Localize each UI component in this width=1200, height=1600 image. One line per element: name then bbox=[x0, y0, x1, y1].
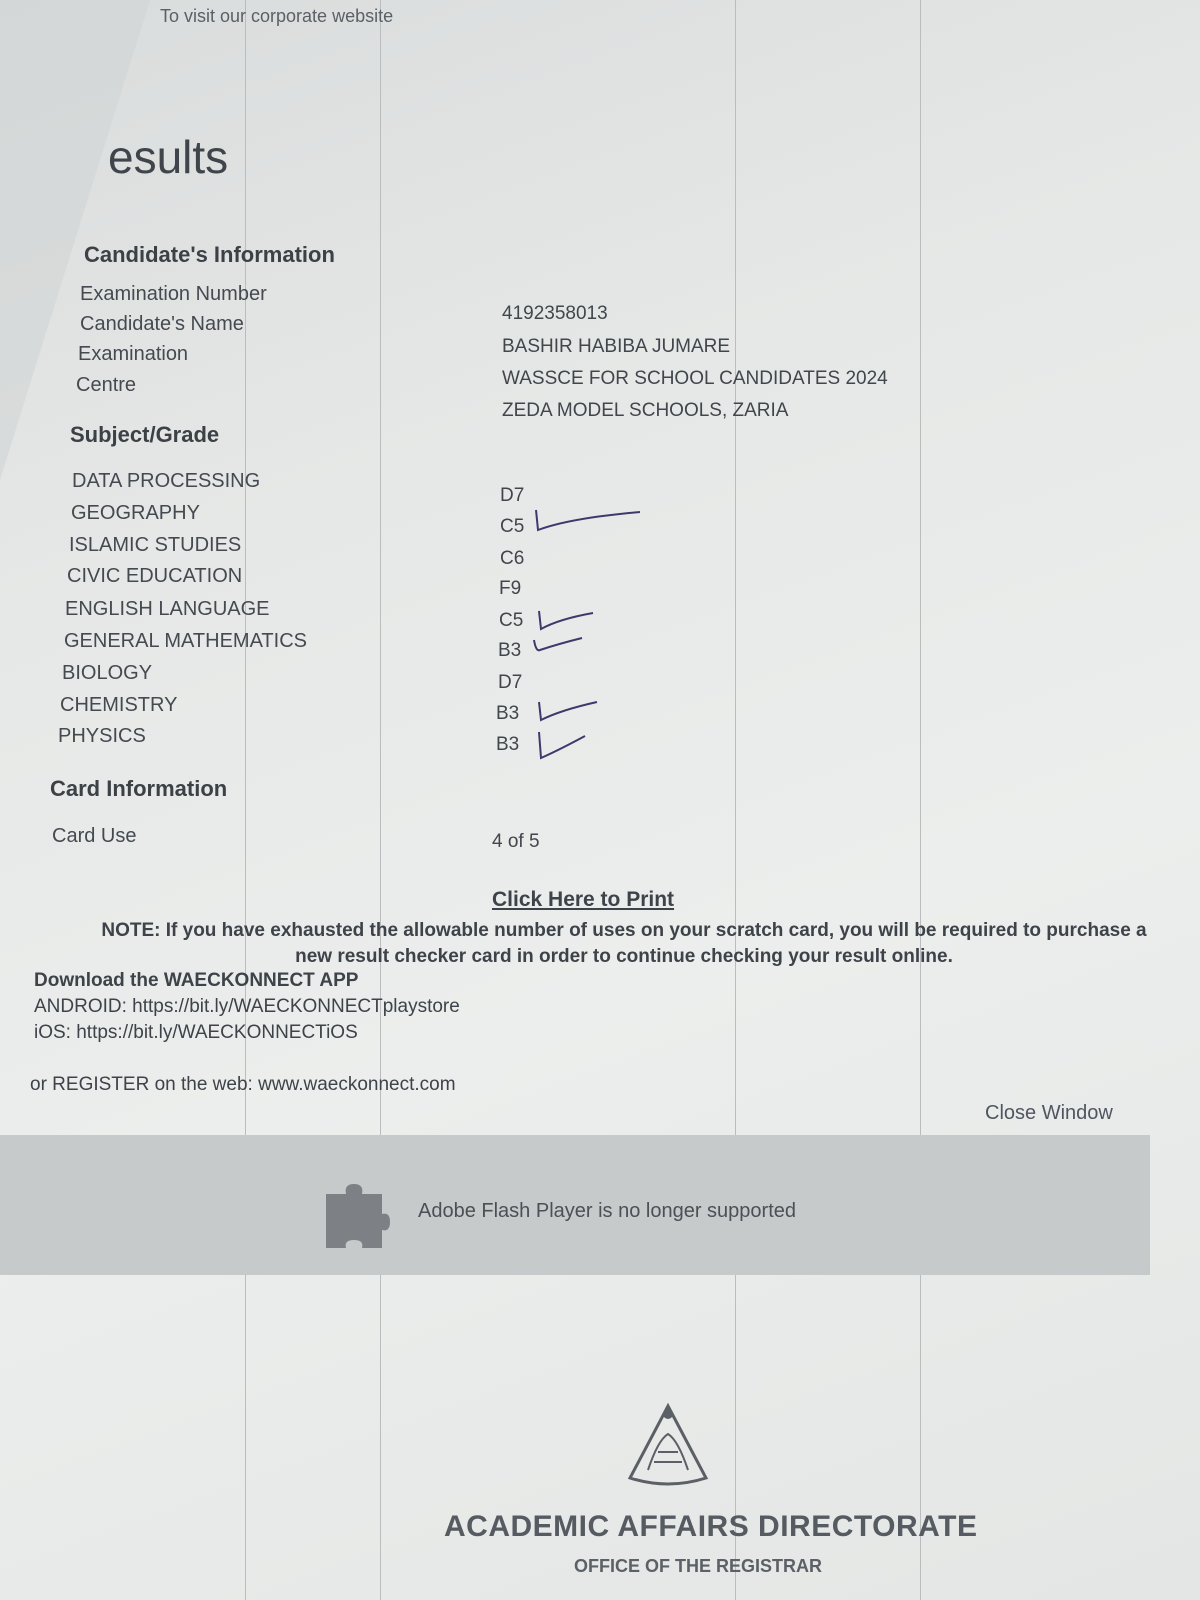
subject-name: PHYSICS bbox=[58, 725, 146, 747]
candidate-info-heading: Candidate's Information bbox=[84, 242, 335, 267]
card-info-heading: Card Information bbox=[50, 776, 228, 801]
subject-name: GEOGRAPHY bbox=[71, 502, 200, 524]
close-window-link[interactable]: Close Window bbox=[985, 1102, 1113, 1124]
print-link[interactable]: Click Here to Print bbox=[492, 888, 675, 911]
directorate-title: ACADEMIC AFFAIRS DIRECTORATE bbox=[444, 1510, 978, 1543]
examination-label: Examination bbox=[78, 343, 189, 365]
corporate-website-link[interactable]: To visit our corporate website bbox=[160, 6, 394, 26]
subject-grade: C6 bbox=[500, 548, 525, 569]
subject-name: CIVIC EDUCATION bbox=[67, 565, 243, 587]
ios-link[interactable]: iOS: https://bit.ly/WAECKONNECTiOS bbox=[34, 1022, 358, 1043]
handwritten-check-mark bbox=[530, 500, 650, 540]
app-download-heading: Download the WAECKONNECT APP bbox=[34, 970, 359, 991]
centre-label: Centre bbox=[76, 374, 137, 396]
handwritten-check-mark bbox=[535, 728, 595, 764]
crease-line bbox=[920, 0, 921, 1600]
crease-line bbox=[245, 0, 246, 1600]
subject-grade: C5 bbox=[500, 516, 525, 537]
university-seal-logo bbox=[618, 1400, 718, 1495]
subject-name: ISLAMIC STUDIES bbox=[69, 534, 242, 556]
candidate-name-value: BASHIR HABIBA JUMARE bbox=[502, 336, 731, 357]
subject-grade: B3 bbox=[496, 734, 520, 755]
subject-name: CHEMISTRY bbox=[60, 694, 178, 716]
candidate-name-label: Candidate's Name bbox=[80, 313, 244, 335]
page-fold-shadow bbox=[0, 0, 150, 480]
card-use-value: 4 of 5 bbox=[492, 831, 540, 852]
subject-name: DATA PROCESSING bbox=[72, 470, 261, 492]
subject-name: ENGLISH LANGUAGE bbox=[65, 598, 270, 620]
crease-line bbox=[380, 0, 381, 1600]
plugin-puzzle-icon bbox=[320, 1180, 392, 1252]
subject-grade: B3 bbox=[496, 703, 520, 724]
exam-number-value: 4192358013 bbox=[502, 303, 608, 324]
page-title: esults bbox=[108, 131, 229, 183]
android-link[interactable]: ANDROID: https://bit.ly/WAECKONNECTplaystore bbox=[34, 996, 460, 1017]
handwritten-check-mark bbox=[535, 605, 605, 635]
subject-grade: D7 bbox=[498, 672, 523, 693]
subject-grade-heading: Subject/Grade bbox=[70, 422, 220, 447]
subject-grade: F9 bbox=[499, 578, 522, 599]
registrar-office-title: OFFICE OF THE REGISTRAR bbox=[574, 1556, 823, 1576]
subject-grade: B3 bbox=[498, 640, 522, 661]
handwritten-check-mark bbox=[530, 632, 590, 660]
exam-number-label: Examination Number bbox=[80, 283, 267, 305]
subject-grade: C5 bbox=[499, 610, 524, 631]
scratch-card-note: NOTE: If you have exhausted the allowable number of uses on your scratch card, you will be required to purchase a new result checker card in order to continue checking your result online. bbox=[101, 920, 1147, 967]
subject-name: GENERAL MATHEMATICS bbox=[64, 630, 307, 652]
examination-value: WASSCE FOR SCHOOL CANDIDATES 2024 bbox=[502, 368, 888, 389]
centre-value: ZEDA MODEL SCHOOLS, ZARIA bbox=[502, 400, 789, 421]
register-web-link[interactable]: or REGISTER on the web: www.waeckonnect.com bbox=[30, 1074, 456, 1095]
crease-line bbox=[735, 0, 736, 1600]
card-use-label: Card Use bbox=[52, 825, 137, 847]
subject-grade: D7 bbox=[500, 485, 525, 506]
subject-name: BIOLOGY bbox=[62, 662, 153, 684]
flash-unsupported-message: Adobe Flash Player is no longer supported bbox=[418, 1200, 797, 1222]
handwritten-check-mark bbox=[535, 696, 605, 726]
